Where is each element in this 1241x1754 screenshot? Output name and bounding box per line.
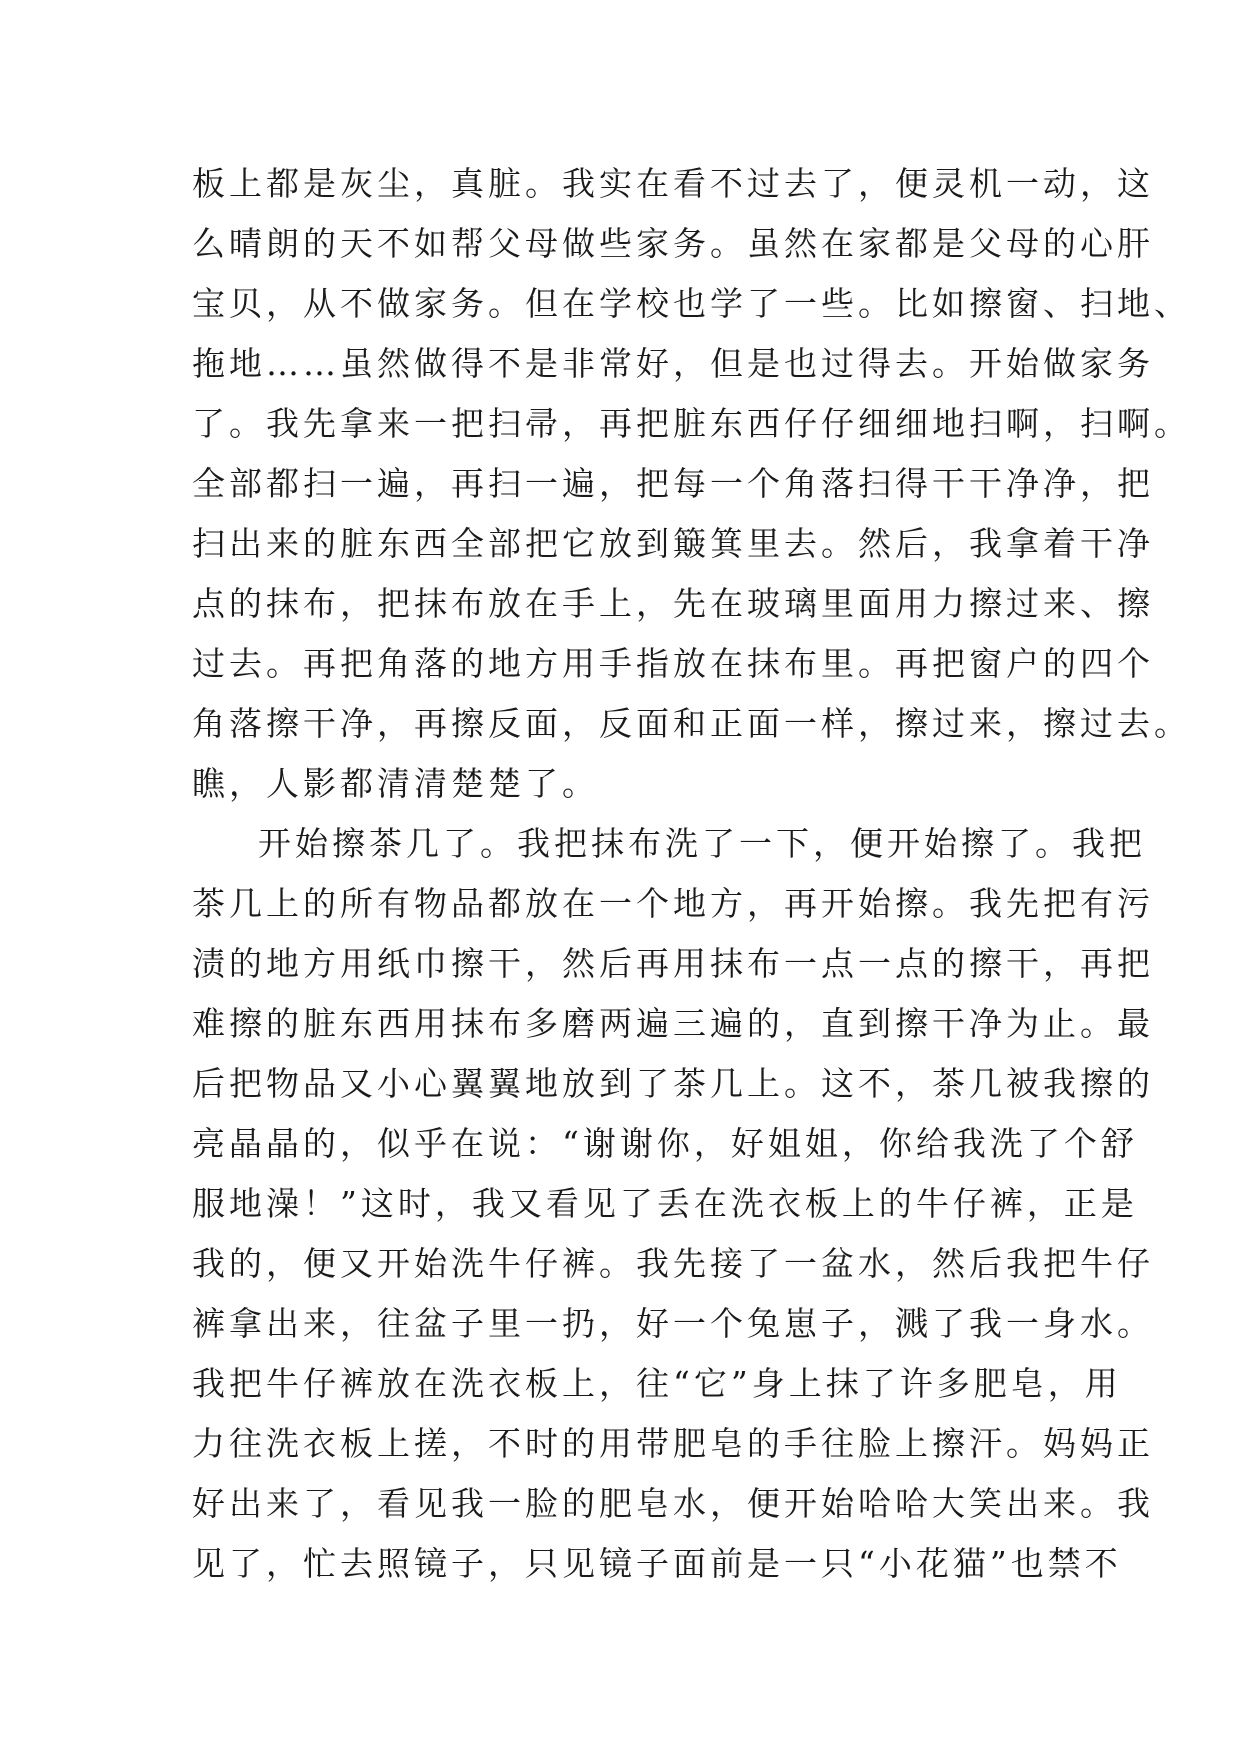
text-line: 裤拿出来，往盆子里一扔，好一个兔崽子，溅了我一身水。 [192,1304,1154,1343]
text-line: 扫出来的脏东西全部把它放到簸箕里去。然后，我拿着干净 [192,524,1154,563]
text-line: 亮晶晶的，似乎在说：“谢谢你，好姐姐，你给我洗了个舒 [192,1124,1138,1163]
essay-body [192,160,1191,1600]
text-line: 点的抹布，把抹布放在手上，先在玻璃里面用力擦过来、擦 [192,584,1154,623]
text-line: 过去。再把角落的地方用手指放在抹布里。再把窗户的四个 [192,644,1154,683]
text-line: 宝贝，从不做家务。但在学校也学了一些。比如擦窗、扫地、 [192,284,1191,323]
text-line: 力往洗衣板上搓，不时的用带肥皂的手往脸上擦汗。妈妈正 [192,1424,1154,1463]
text-line: 茶几上的所有物品都放在一个地方，再开始擦。我先把有污 [192,884,1154,923]
text-line: 瞧，人影都清清楚楚了。 [192,764,599,803]
text-line: 服地澡！”这时，我又看见了丢在洗衣板上的牛仔裤，正是 [192,1184,1138,1223]
paragraph-start-line: 开始擦茶几了。我把抹布洗了一下，便开始擦了。我把 [258,824,1146,863]
text-line: 我把牛仔裤放在洗衣板上，往“它”身上抹了许多肥皂，用 [192,1364,1122,1403]
text-line: 拖地……虽然做得不是非常好，但是也过得去。开始做家务 [192,344,1154,383]
text-line: 全部都扫一遍，再扫一遍，把每一个角落扫得干干净净，把 [192,464,1154,503]
text-line: 好出来了，看见我一脸的肥皂水，便开始哈哈大笑出来。我 [192,1484,1154,1523]
text-line: 难擦的脏东西用抹布多磨两遍三遍的，直到擦干净为止。最 [192,1004,1154,1043]
text-line: 我的，便又开始洗牛仔裤。我先接了一盆水，然后我把牛仔 [192,1244,1154,1283]
text-line: 板上都是灰尘，真脏。我实在看不过去了，便灵机一动，这 [192,164,1154,203]
text-line: 么晴朗的天不如帮父母做些家务。虽然在家都是父母的心肝 [192,224,1154,263]
text-line: 后把物品又小心翼翼地放到了茶几上。这不，茶几被我擦的 [192,1064,1154,1103]
text-line: 角落擦干净，再擦反面，反面和正面一样，擦过来，擦过去。 [192,704,1191,743]
text-line: 渍的地方用纸巾擦干，然后再用抹布一点一点的擦干，再把 [192,944,1154,983]
text-line: 见了，忙去照镜子，只见镜子面前是一只“小花猫”也禁不 [192,1544,1122,1583]
text-line: 了。我先拿来一把扫帚，再把脏东西仔仔细细地扫啊，扫啊。 [192,404,1191,443]
